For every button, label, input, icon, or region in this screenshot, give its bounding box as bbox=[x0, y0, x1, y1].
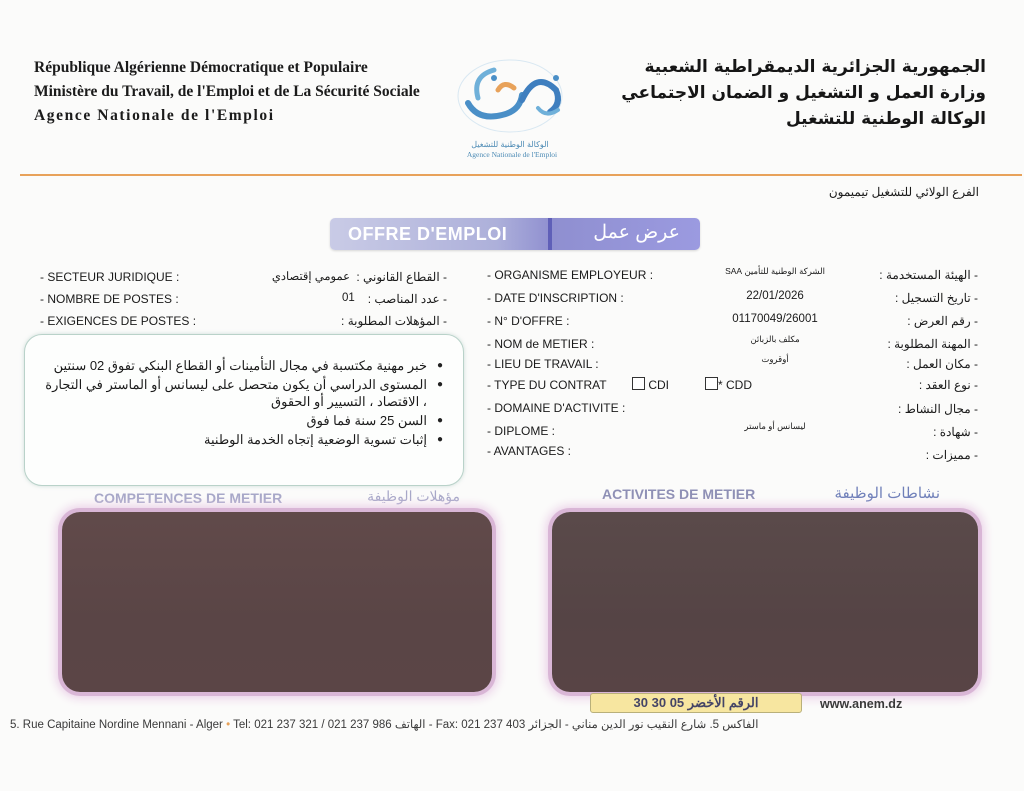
header-fr-line-2: Ministère du Travail, de l'Emploi et de La Sécurité Sociale bbox=[34, 83, 420, 100]
requirement-item: ● خبر مهنية مكتسبة في مجال التأمينات أو القطاع البنكي تفوق 02 سنتين bbox=[43, 357, 443, 374]
contract-cdd-option[interactable] bbox=[705, 377, 752, 392]
field-label-ar: - شهادة : bbox=[933, 425, 978, 439]
field-value: 01 bbox=[342, 292, 355, 304]
cdd-label: CDD bbox=[726, 378, 753, 392]
field-label-fr: - NOMBRE DE POSTES : bbox=[40, 292, 179, 306]
field-label-ar: - مجال النشاط : bbox=[898, 402, 978, 416]
field-label-ar: - القطاع القانوني : bbox=[356, 270, 447, 284]
field-value: أوقروت bbox=[761, 354, 789, 364]
logo-french-caption: Agence Nationale de l'Emploi bbox=[466, 150, 558, 159]
cdd-mark: * bbox=[718, 378, 723, 392]
field-label-ar: - تاريخ التسجيل : bbox=[895, 291, 978, 305]
header-ar-line-2: وزارة العمل و التشغيل و الضمان الاجتماعي bbox=[621, 83, 986, 103]
field-label-ar: - عدد المناصب : bbox=[367, 292, 447, 306]
requirement-item: ● إثبات تسوية الوضعية إتجاه الخدمة الوطنية bbox=[43, 431, 443, 448]
cdi-checkbox[interactable] bbox=[632, 377, 645, 390]
header-arabic bbox=[621, 54, 986, 132]
requirement-item: ● المستوى الدراسي أن يكون متحصل على ليسانس أو الماستر في التجارة ، الاقتصاد ، التسيير أو الحقوق bbox=[43, 376, 443, 410]
address-fr: 5. Rue Capitaine Nordine Mennani - Alger bbox=[10, 719, 223, 731]
competences-heading-fr: COMPETENCES DE METIER bbox=[94, 490, 283, 506]
field-label-ar: - مميزات : bbox=[925, 448, 978, 462]
field-label-fr: - NOM de METIER : bbox=[487, 337, 595, 351]
field-label-ar: - مكان العمل : bbox=[906, 357, 978, 371]
field-value: 22/01/2026 bbox=[746, 290, 804, 302]
header-divider bbox=[20, 174, 1022, 176]
field-value: 01170049/26001 bbox=[732, 313, 818, 325]
field-label-fr: - ORGANISME EMPLOYEUR : bbox=[487, 268, 654, 282]
activites-heading-ar: نشاطات الوظيفة bbox=[834, 485, 940, 502]
banner-title-fr: OFFRE D'EMPLOI bbox=[348, 224, 508, 244]
website-link[interactable]: www.anem.dz bbox=[820, 697, 903, 711]
field-label-ar: - رقم العرض : bbox=[907, 314, 978, 328]
field-value: ليسانس أو ماستر bbox=[744, 421, 806, 431]
field-label-ar: - المؤهلات المطلوبة : bbox=[341, 314, 447, 328]
field-label-fr: - DOMAINE D'ACTIVITE : bbox=[487, 401, 626, 415]
requirements-box bbox=[24, 334, 464, 486]
field-value: عمومي إقتصادي bbox=[271, 271, 350, 283]
competences-panel bbox=[62, 512, 492, 692]
cdi-label: CDI bbox=[648, 378, 670, 392]
cdd-checkbox[interactable] bbox=[705, 377, 718, 390]
contact-phones: Tel: 021 237 321 / 021 237 986 الهاتف - Fax: 021 237 403 الفاكس bbox=[233, 719, 759, 731]
address-ar: 5. شارع النقيب نور الدين مناني - الجزائر bbox=[528, 719, 720, 731]
field-label-ar: - المهنة المطلوبة : bbox=[887, 337, 978, 351]
field-label-fr: - AVANTAGES : bbox=[487, 444, 572, 458]
field-label-ar: - الهيئة المستخدمة : bbox=[879, 268, 978, 282]
field-label-fr: - DIPLOME : bbox=[487, 424, 556, 438]
field-label-fr: - DATE D'INSCRIPTION : bbox=[487, 291, 624, 305]
activites-heading-fr: ACTIVITES DE METIER bbox=[602, 486, 756, 502]
header-french bbox=[34, 56, 420, 128]
contract-cdi-option[interactable] bbox=[632, 377, 669, 392]
banner-title-ar: عرض عمل bbox=[593, 222, 680, 243]
field-label-fr: - N° D'OFFRE : bbox=[487, 314, 570, 328]
field-label-fr: - TYPE DU CONTRAT bbox=[487, 378, 607, 392]
requirement-item: ● السن 25 سنة فما فوق bbox=[43, 412, 443, 429]
offer-title-banner bbox=[330, 218, 700, 250]
header-ar-line-1: الجمهورية الجزائرية الديمقراطية الشعبية bbox=[644, 57, 986, 77]
logo-arabic-caption: الوكالة الوطنية للتشغيل bbox=[471, 140, 549, 149]
branch-office: الفرع الولائي للتشغيل تيميمون bbox=[828, 185, 979, 199]
activites-panel bbox=[552, 512, 978, 692]
field-value: مكلف بالزبائن bbox=[750, 334, 800, 344]
field-label-fr: - EXIGENCES DE POSTES : bbox=[40, 314, 197, 328]
banner-separator bbox=[548, 218, 552, 250]
bullet-icon: • bbox=[226, 719, 231, 731]
footer-address bbox=[10, 717, 1010, 731]
header-fr-line-1: République Algérienne Démocratique et Populaire bbox=[34, 59, 368, 76]
competences-heading-ar: مؤهلات الوظيفة bbox=[367, 488, 460, 504]
toll-free-number: الرقم الأخضر 05 30 30 bbox=[590, 693, 802, 713]
field-label-fr: - LIEU DE TRAVAIL : bbox=[487, 357, 599, 371]
field-label-fr: - SECTEUR JURIDIQUE : bbox=[40, 270, 180, 284]
header-ar-line-3: الوكالة الوطنية للتشغيل bbox=[785, 109, 986, 129]
field-value: الشركة الوطنية للتأمين SAA bbox=[725, 266, 825, 276]
header-fr-line-3: Agence Nationale de l'Emploi bbox=[34, 107, 275, 124]
field-label-ar: - نوع العقد : bbox=[918, 378, 978, 392]
